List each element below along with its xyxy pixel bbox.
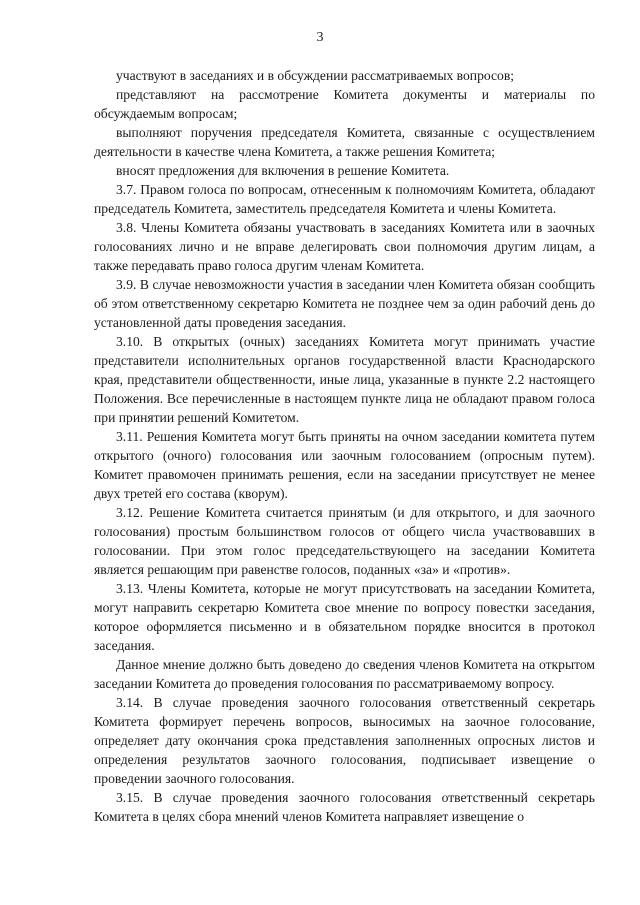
body-text (94, 66, 595, 826)
paragraph: участвуют в заседаниях и в обсуждении рассматриваемых вопросов; (116, 68, 515, 83)
paragraph: 3.14. В случае проведения заочного голосования ответственный секретарь Комитета формирует перечень вопросов, выносимых на заочное голосование, определяет дату окончания срока представления заполненных опросных листов и определения результатов заочного голосования, подписывает извещение о проведении заочного голосования. (94, 695, 595, 786)
paragraph: 3.8. Члены Комитета обязаны участвовать в заседаниях Комитета или в заочных голосованиях лично и не вправе делегировать свои полномочия другим лицам, а также передавать право голоса другим членам Комитета. (94, 220, 595, 273)
paragraph: 3.13. Члены Комитета, которые не могут присутствовать на заседании Комитета, могут направить секретарю Комитета свое мнение по вопросу повестки заседания, которое оформляется письменно и в обязательном порядке вносится в протокол заседания. (94, 581, 595, 653)
paragraph: 3.9. В случае невозможности участия в заседании член Комитета обязан сообщить об этом ответственному секретарю Комитета не позднее чем за один рабочий день до установленной даты проведения заседания. (94, 277, 595, 330)
paragraph: вносят предложения для включения в решение Комитета. (116, 163, 450, 178)
paragraph: представляют на рассмотрение Комитета документы и материалы по обсуждаемым вопросам; (94, 87, 595, 121)
paragraph: Данное мнение должно быть доведено до сведения членов Комитета на открытом заседании Комитета до проведения голосования по рассматриваемому вопросу. (94, 657, 595, 691)
paragraph: 3.7. Правом голоса по вопросам, отнесенным к полномочиям Комитета, обладают председатель Комитета, заместитель председателя Комитета и члены Комитета. (94, 182, 595, 216)
page-number: 3 (316, 30, 324, 45)
paragraph: 3.10. В открытых (очных) заседаниях Комитета могут принимать участие представители исполнительных органов государственной власти Краснодарского края, представители общественности, иные лица, указанные в пункте 2.2 настоящего Положения. Все перечисленные в настоящем пункте лица не обладают правом голоса при принятии решений Комитетом. (94, 334, 595, 425)
paragraph: выполняют поручения председателя Комитета, связанные с осуществлением деятельности в качестве члена Комитета, а также решения Комитета; (94, 125, 595, 159)
paragraph: 3.15. В случае проведения заочного голосования ответственный секретарь Комитета в целях сбора мнений членов Комитета направляет извещение о (94, 790, 595, 824)
paragraph: 3.11. Решения Комитета могут быть приняты на очном заседании комитета путем открытого (очного) голосования или заочным голосованием (опросным путем). Комитет правомочен принимать решения, если на заседании присутствует не менее двух третей его состава (кворум). (94, 429, 595, 501)
paragraph: 3.12. Решение Комитета считается принятым (и для открытого, и для заочного голосования) простым большинством голосов от общего числа участвовавших в голосовании. При этом голос председательствующего на заседании Комитета является решающим при равенстве голосов, поданных «за» и «против». (94, 505, 595, 577)
